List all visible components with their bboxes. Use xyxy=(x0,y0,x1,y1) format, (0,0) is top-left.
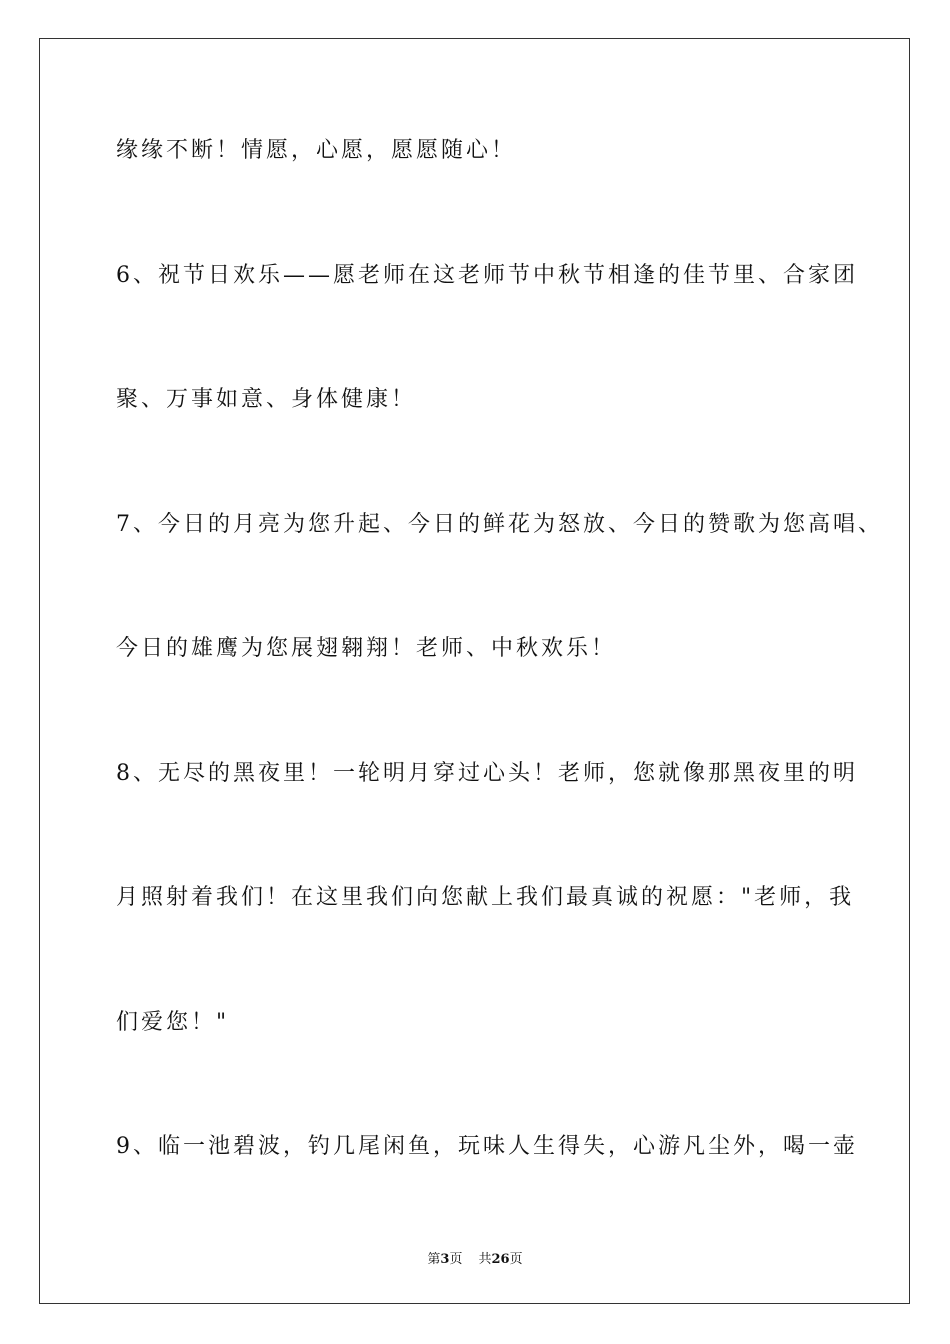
total-suffix: 页 xyxy=(509,1252,523,1267)
text-line-6: 8、无尽的黑夜里！一轮明月穿过心头！老师，您就像那黑夜里的明 xyxy=(116,761,858,786)
text-line-2: 6、祝节日欢乐——愿老师在这老师节中秋节相逢的佳节里、合家团 xyxy=(116,263,858,288)
total-pages: 26 xyxy=(491,1252,510,1267)
page-number: 3 xyxy=(440,1252,450,1267)
text-line-1: 缘缘不断！情愿，心愿，愿愿随心！ xyxy=(116,138,517,163)
text-line-4: 7、今日的月亮为您升起、今日的鲜花为怒放、今日的赞歌为您高唱、 xyxy=(116,512,883,537)
text-line-5: 今日的雄鹰为您展翅翱翔！老师、中秋欢乐！ xyxy=(116,636,617,661)
page-footer xyxy=(0,1248,950,1267)
text-line-8: 们爱您！" xyxy=(116,1010,230,1035)
page-prefix: 第 xyxy=(427,1252,441,1267)
text-line-7: 月照射着我们！在这里我们向您献上我们最真诚的祝愿："老师，我 xyxy=(116,885,855,910)
total-prefix: 共 xyxy=(478,1252,492,1267)
page-border xyxy=(39,38,910,1304)
page-suffix: 页 xyxy=(449,1252,463,1267)
text-line-9: 9、临一池碧波，钓几尾闲鱼，玩味人生得失，心游凡尘外，喝一壶 xyxy=(116,1134,858,1159)
text-line-3: 聚、万事如意、身体健康！ xyxy=(116,387,417,412)
